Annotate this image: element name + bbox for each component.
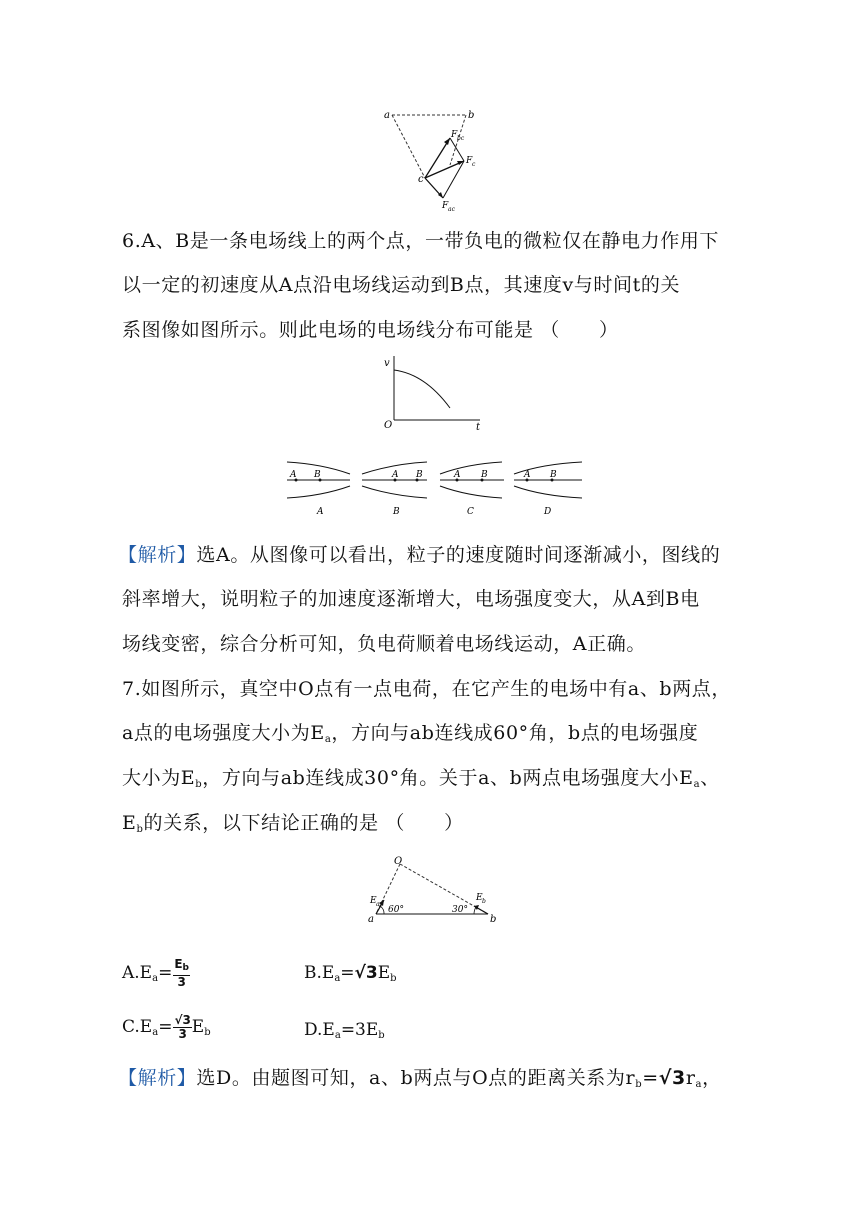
label-fbc-sub: bc <box>457 135 465 142</box>
q7-answer-line-1: 【解析】选D。由题图可知，a、b两点与O点的距离关系为$r_b=√3r_a$， <box>118 1067 722 1090</box>
label-b: b <box>468 110 475 121</box>
q6-answer-line-2: 斜率增大，说明粒子的加速度逐渐增大，电场强度变大，从A到B电 <box>122 588 700 610</box>
c-point-b: B <box>481 470 488 480</box>
a-point-b: B <box>314 470 321 480</box>
fraction-eb-over-3: $\frac{E_b}{3}$ <box>174 957 189 989</box>
option-d[interactable]: $D.E_a=3E_b$ <box>304 1020 385 1041</box>
option-d-label: D <box>544 507 552 517</box>
ea-sub: a <box>376 901 380 908</box>
fraction-sqrt3-over-3: $\frac{√3}{3}$ <box>174 1013 191 1041</box>
q6-line-1: 6.A、B是一条电场线上的两个点，一带负电的微粒仅在静电力作用下 <box>122 230 720 252</box>
q6-line-3: 系图像如图所示。则此电场的电场线分布可能是 （ ） <box>122 319 619 341</box>
q7-line-3: 大小为$E_b$，方向与ab连线成30°角。关于a、b两点电场强度大小$E_a$、 <box>122 767 720 790</box>
q7-line-4: $E_b$的关系，以下结论正确的是 （ ） <box>122 812 464 835</box>
analysis-tag: 【解析】 <box>118 544 197 566</box>
force-diagram <box>380 105 490 215</box>
b-point-b: B <box>416 470 423 480</box>
point-charge-diagram <box>360 850 505 925</box>
origin-label: O <box>384 420 393 431</box>
c-point-a: A <box>454 470 461 480</box>
option-a[interactable]: $A.E_a=$ $\frac{E_b}{3}$ <box>122 957 189 989</box>
option-c[interactable]: $C.E_a=$ $\frac{√3}{3}$ $E_b$ <box>122 1013 211 1041</box>
axis-v-label: v <box>384 358 390 369</box>
q6-answer-text-1: 选A。从图像可以看出，粒子的速度随时间逐渐减小，图线的 <box>196 544 721 566</box>
q6-line-2: 以一定的初速度从A点沿电场线运动到B点，其速度v与时间t的关 <box>122 274 681 296</box>
label-fac-sub: ac <box>448 206 455 213</box>
angle-60-label: 60° <box>388 905 404 915</box>
point-a-label: a <box>368 914 374 925</box>
angle-30-label: 30° <box>452 905 468 915</box>
label-a: a <box>384 110 390 121</box>
a-point-a: A <box>290 470 297 480</box>
eb-sub: b <box>482 898 486 905</box>
label-fc-sub: c <box>472 161 476 168</box>
field-line-options <box>282 452 592 522</box>
q7-line-1: 7.如图所示，真空中O点有一点电荷，在它产生的电场中有a、b两点， <box>122 678 731 700</box>
q6-answer-line-1 <box>118 543 720 567</box>
option-b-label: B <box>393 507 400 517</box>
b-point-a: A <box>392 470 399 480</box>
d-point-b: B <box>550 470 557 480</box>
option-a-label: A <box>317 507 324 517</box>
point-o-label: O <box>394 856 403 867</box>
label-fac: F <box>442 201 449 211</box>
label-c: c <box>418 174 424 185</box>
d-point-a: A <box>524 470 531 480</box>
velocity-time-graph <box>380 352 490 432</box>
q7-line-2: a点的电场强度大小为$E_a$，方向与ab连线成60°角，b点的电场强度 <box>122 722 699 745</box>
analysis-tag-2: 【解析】 <box>118 1067 197 1089</box>
label-fc: F <box>466 156 473 166</box>
ea-label: E <box>370 896 377 906</box>
eb-label: E <box>476 893 483 903</box>
q6-answer-line-3: 场线变密，综合分析可知，负电荷顺着电场线运动，A正确。 <box>122 633 646 655</box>
axis-t-label: t <box>476 422 481 432</box>
option-c-label: C <box>467 507 474 517</box>
label-fbc: F <box>451 130 458 140</box>
point-b-label: b <box>490 914 497 925</box>
option-b[interactable]: $B.E_a=√3E_b$ <box>304 963 397 984</box>
